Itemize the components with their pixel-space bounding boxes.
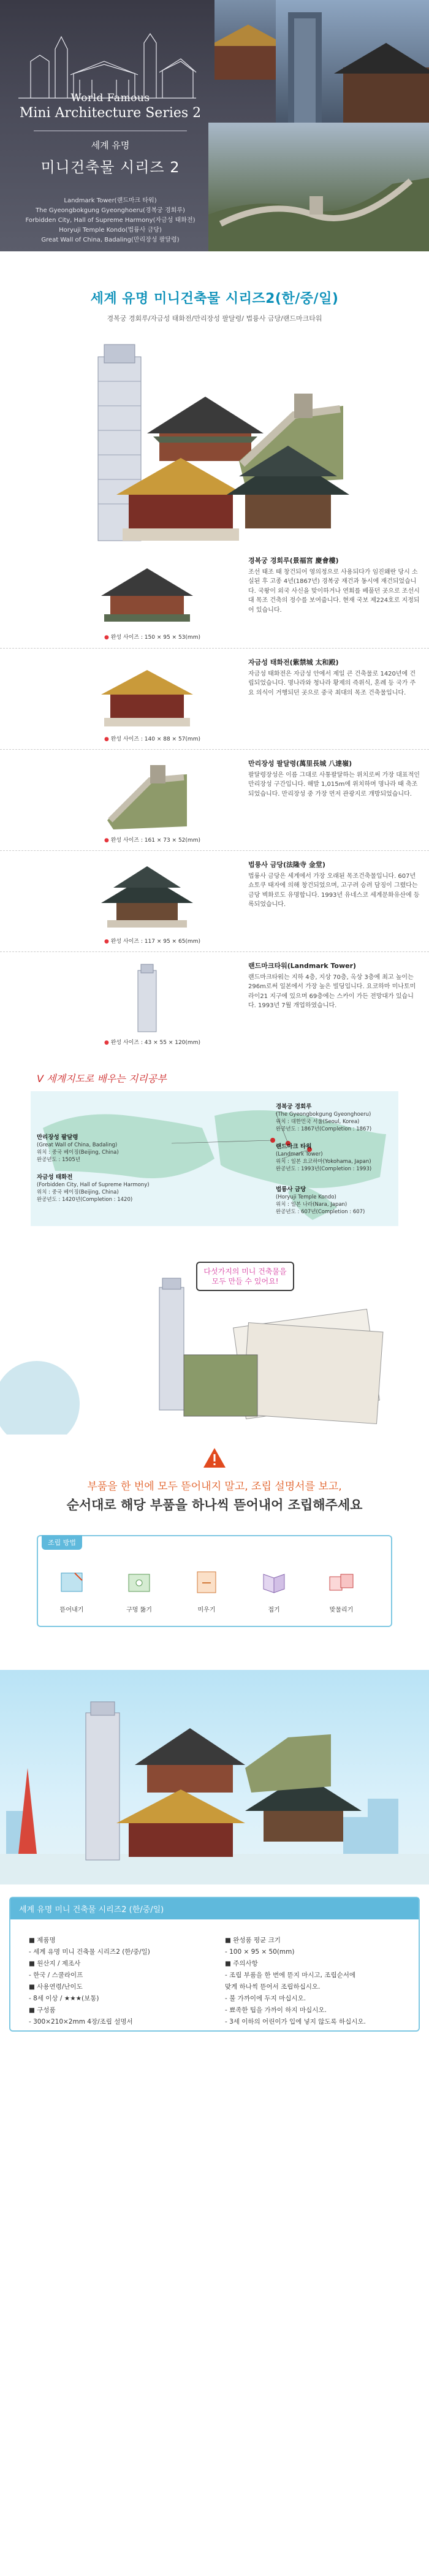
step-item: 맞물리기	[323, 1567, 360, 1614]
product-name: 자금성 태화전(紫禁城 太和殿)	[248, 658, 339, 666]
forbidden-city-image	[95, 658, 199, 731]
photo-landmark-tower	[276, 0, 429, 141]
product-size: 완성 사이즈 : 117 × 95 × 65(mm)	[110, 939, 200, 945]
map-label: 경복궁 경회루 (The Gyeongbokgung Gyeonghoeru) 위치 : 대한민국 서울(Seoul, Korea) 완공년도 : 1867년(Completion : 1867)	[276, 1103, 372, 1132]
step-item: 뜯어내기	[53, 1567, 90, 1614]
hero-list-item: Landmark Tower(랜드마크 타워)	[64, 197, 157, 204]
product-name: 법륭사 금당(法隆寺 金堂)	[248, 861, 325, 869]
city-scene	[0, 1670, 429, 1884]
spec-title: 세계 유명 미니 건축물 시리즈2 (한/중/일)	[10, 1898, 419, 1919]
push-out-icon	[191, 1567, 222, 1598]
forbidden-city-scene	[116, 1789, 245, 1857]
parts-sheets	[184, 1309, 383, 1423]
hero-list-item: Forbidden City, Hall of Supreme Harmony(자금성 태화전)	[25, 217, 196, 224]
hero-building-list	[18, 196, 202, 245]
product-row: ● 완성 사이즈 : 150 × 95 × 53(mm) 경복궁 경회루(景福宮 慶會樓) 조선 태조 때 창건되어 영의정으로 사용되다가 임진왜란 당시 소실된 후 고종 4년(1867년) 경복궁 재건과 동시에 재건되었습니다. 국왕이 외국 사신을 맞이하거나 연회를 베풀던 곳으로 조선시대 목조 건축의 정수를 보여줍니다. 현재 국보 제224호로 지정되어 있습니다.	[0, 547, 429, 648]
map-section-title: V 세계지도로 배우는 지리공부	[37, 1073, 167, 1084]
step-item: 구멍 뚫기	[121, 1567, 158, 1614]
product-row: ● 완성 사이즈 : 43 × 55 × 120(mm) 랜드마크타워(Landmark Tower) 랜드마크타워는 지하 4층, 지상 70층, 옥상 3층에 최고 높이는 296m로써 일본에서 가장 높은 빌딩입니다. 요코하마 미나토미라이21 지구에 있으며 69층에는 스카이 가든 전망대가 있습니다. 1993년 7월 개업하였습니다.	[0, 951, 429, 1053]
hero-title-en-2: Mini Architecture Series 2	[19, 105, 202, 121]
punch-hole-icon	[124, 1567, 154, 1598]
caution-line-1: 부품을 한 번에 모두 뜯어내지 말고, 조립 설명서를 보고,	[87, 1480, 342, 1493]
gyeonghoeru-model	[147, 397, 264, 461]
map-label: 법륭사 금당 (Horyuji Temple Kondo) 위치 : 일본 나라(Nara, Japan) 완공년도 : 607년(Completion : 607)	[276, 1186, 365, 1215]
models-illustration	[0, 338, 429, 547]
tear-off-icon	[56, 1567, 87, 1598]
hero-title-kr-1: 세계 유명	[91, 140, 130, 151]
skyline-illustration	[12, 18, 202, 104]
world-map	[31, 1091, 398, 1226]
assembly-tag: 조립 방법	[42, 1535, 82, 1550]
section-title: 세계 유명 미니건축물 시리즈2(한/중/일)	[90, 291, 339, 307]
gyeonghoeru-scene	[135, 1728, 245, 1793]
product-name: 만리장성 팔달령(萬里長城 八達嶺)	[248, 760, 352, 768]
product-name: 경복궁 경회루(景福宮 慶會樓)	[248, 557, 339, 565]
product-description: 팔달령장성은 이름 그대로 사통팔달하는 위치로써 가장 대표적인 만리장성 구간입니다. 해발 1,015m에 위치하며 명나라 때 축조되었습니다. 만리장성 중 가장 먼저 관광지로 개방되었습니다.	[248, 771, 420, 798]
gyeonghoeru-image	[95, 556, 199, 630]
map-label: 랜드마크 타워 (Landmark Tower) 위치 : 일본 요코하마(Yokohama, Japan) 완공년도 : 1993년(Completion : 1993)	[276, 1143, 372, 1172]
section-header	[0, 251, 429, 323]
scene-illustration	[0, 1670, 429, 1884]
speech-bubble: 다섯가지의 미니 건축물을 모두 만들 수 있어요!	[196, 1262, 294, 1291]
photo-great-wall	[208, 123, 429, 251]
interlock-icon	[326, 1567, 357, 1598]
great-wall-scene	[245, 1734, 331, 1793]
product-description: 자금성 태화전은 자금성 안에서 제일 큰 건축물로 1420년에 건립되었습니다. 명나라와 청나라 황제의 즉위식, 혼례 등 국가 주요 의식이 거행되던 곳으로 중국 최대의 목조 건축물입니다.	[248, 670, 416, 696]
product-row: ● 완성 사이즈 : 140 × 88 × 57(mm) 자금성 태화전(紫禁城 太和殿) 자금성 태화전은 자금성 안에서 제일 큰 건축물로 1420년에 건립되었습니다. 명나라와 청나라 황제의 즉위식, 혼례 등 국가 주요 의식이 거행되던 곳으로 중국 최대의 목조 건축물입니다.	[0, 648, 429, 749]
hero-list-item: Great Wall of China, Badaling(만리장성 팔달령)	[41, 237, 180, 243]
product-size: 완성 사이즈 : 150 × 95 × 53(mm)	[110, 634, 200, 641]
product-size: 완성 사이즈 : 161 × 73 × 52(mm)	[110, 837, 200, 844]
hero-title	[12, 92, 208, 177]
product-description: 조선 태조 때 창건되어 영의정으로 사용되다가 임진왜란 당시 소실된 후 고종 4년(1867년) 경복궁 재건과 동시에 재건되었습니다. 국왕이 외국 사신을 맞이하거나 연회를 베풀던 곳으로 조선시대 목조 건축의 정수를 보여줍니다. 현재 국보 제224호로 지정되어 있습니다.	[248, 568, 420, 614]
map-label: 만리장성 팔달령 (Great Wall of China, Badaling) 위치 : 중국 베이징(Beijing, China) 완공년도 : 1505년	[37, 1134, 119, 1163]
assembly-demo	[0, 1251, 429, 1435]
spec-right: ■ 완성품 평균 크기 - 100 × 95 × 50(mm) ■ 주의사항 - 조립 부품을 한 번에 뜯지 마시고, 조립순서에 맞게 하나씩 뜯어서 조립하십시오. - 불 가까이에 두지 마십시오. - 뾰족한 팁을 가까이 하지 마십시오. - 3세 이하의 어린이가 입에 넣지 않도록 하십시오.	[225, 1937, 366, 2025]
landmark-tower-image	[95, 961, 199, 1035]
product-spec	[9, 1897, 420, 2032]
hero-banner	[0, 0, 429, 251]
caution-line-2: 순서대로 해당 부품을 하나씩 뜯어내어 조립해주세요	[66, 1498, 363, 1512]
spec-left: ■ 제품명 - 세계 유명 미니 건축물 시리즈2 (한/중/일) ■ 원산지 / 제조사 - 한국 / 스쿨라이프 ■ 사용연령/난이도 - 8세 이상 / ★★★(보통) ■ 구성품 - 300×210×2mm 4장/조립 설명서	[29, 1937, 150, 2025]
hero-list-item: Horyuji Temple Kondo(법륭사 금당)	[59, 227, 162, 234]
tower-demo	[159, 1278, 184, 1410]
section-subtitle: 경복궁 경회루/자금성 태화전/만리장성 팔달령/ 법륭사 금당/랜드마크타워	[107, 314, 322, 322]
hero-title-kr-2: 미니건축물 시리즈 2	[40, 159, 180, 176]
assembly-steps	[37, 1535, 392, 1627]
horyuji-image	[95, 860, 199, 934]
product-size: 완성 사이즈 : 43 × 55 × 120(mm)	[110, 1040, 200, 1046]
warning-icon	[202, 1447, 227, 1469]
product-name: 랜드마크타워(Landmark Tower)	[248, 962, 357, 970]
fold-icon	[259, 1567, 289, 1598]
product-row: ● 완성 사이즈 : 161 × 73 × 52(mm) 만리장성 팔달령(萬里長城 八達嶺) 팔달령장성은 이름 그대로 사통팔달하는 위치로써 가장 대표적인 만리장성 구간입니다. 해발 1,015m에 위치하며 명나라 때 축조되었습니다. 만리장성 중 가장 먼저 관광지로 개방되었습니다.	[0, 749, 429, 850]
caution-notice	[0, 1447, 429, 1514]
product-size: 완성 사이즈 : 140 × 88 × 57(mm)	[110, 736, 200, 742]
models-composite	[0, 338, 429, 547]
product-description: 랜드마크타워는 지하 4층, 지상 70층, 옥상 3층에 최고 높이는 296m로써 일본에서 가장 높은 빌딩입니다. 요코하마 미나토미라이21 지구에 있으며 69층에는 스카이 가든 전망대가 있습니다. 1993년 7월 개업하였습니다.	[248, 974, 416, 1009]
hero-title-en-1: World Famous	[70, 92, 150, 104]
product-list	[0, 547, 429, 1053]
step-item: 미우기	[188, 1567, 225, 1614]
tower-model-scene	[86, 1702, 120, 1860]
product-row: ● 완성 사이즈 : 117 × 95 × 65(mm) 법륭사 금당(法隆寺 金堂) 법륭사 금당은 세계에서 가장 오래된 목조건축물입니다. 607년 쇼토쿠 태자에 의해 창건되었으며, 고구려 승려 담징이 그렸다는 금당 벽화로도 유명합니다. 1993년 유네스코 세계문화유산에 등록되었습니다.	[0, 850, 429, 951]
great-wall-image	[95, 759, 199, 833]
product-description: 법륭사 금당은 세계에서 가장 오래된 목조건축물입니다. 607년 쇼토쿠 태자에 의해 창건되었으며, 고구려 승려 담징이 그렸다는 금당 벽화로도 유명합니다. 1993년 유네스코 세계문화유산에 등록되었습니다.	[248, 872, 420, 908]
step-item: 접기	[256, 1567, 292, 1614]
hero-list-item: The Gyeongbokgung Gyeonghoeru(경복궁 경회루)	[36, 207, 185, 214]
map-label: 자금성 태화전 (Forbidden City, Hall of Supreme Harmony) 위치 : 중국 베이징(Beijing, China) 완공년도 : 1420년(Completion : 1420)	[37, 1174, 150, 1203]
